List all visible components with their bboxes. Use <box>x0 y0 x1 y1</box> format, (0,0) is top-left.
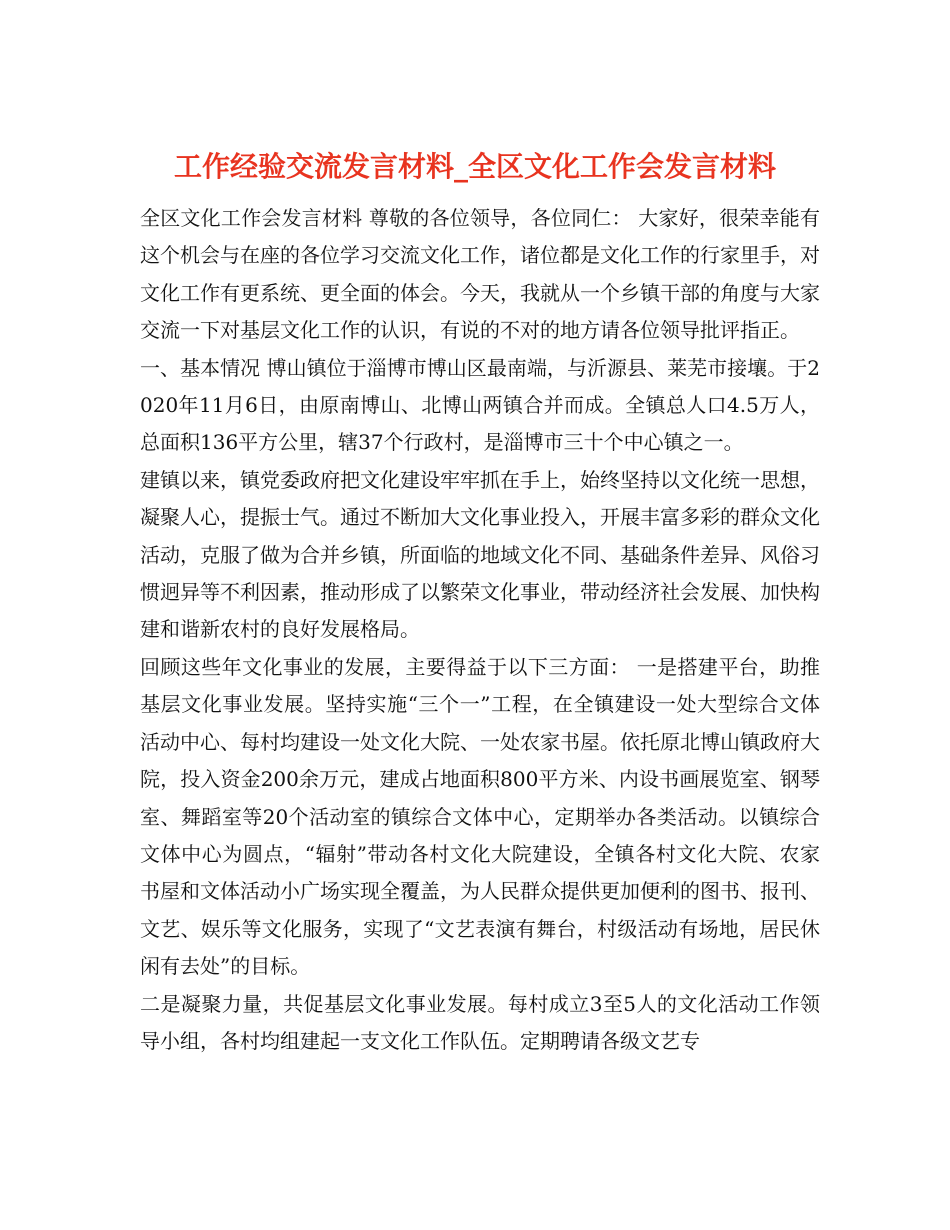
document-body <box>140 200 820 1060</box>
paragraph-intro: 全区文化工作会发言材料 尊敬的各位领导，各位同仁： 大家好，很荣幸能有这个机会与在座的各位学习交流文化工作，诸位都是文化工作的行家里手，对文化工作有更系统、更全面的体会。今天，我就从一个乡镇干部的角度与大家交流一下对基层文化工作的认识，有说的不对的地方请各位领导批评指正。 <box>140 206 820 343</box>
paragraph-review: 回顾这些年文化事业的发展，主要得益于以下三方面： 一是搭建平台，助推基层文化事业发展。坚持实施“三个一”工程，在全镇建设一处大型综合文体活动中心、每村均建设一处文化大院、一处农家书屋。依托原北博山镇政府大院，投入资金200余万元，建成占地面积800平方米、内设书画展览室、钢琴室、舞蹈室等20个活动室的镇综合文体中心，定期举办各类活动。以镇综合文体中心为圆点，“辐射”带动各村文化大院建设，全镇各村文化大院、农家书屋和文体活动小广场实现全覆盖，为人民群众提供更加便利的图书、报刊、文艺、娱乐等文化服务，实现了“文艺表演有舞台，村级活动有场地，居民休闲有去处”的目标。 <box>140 654 820 979</box>
paragraph-basic-situation: 一、基本情况 博山镇位于淄博市博山区最南端，与沂源县、莱芜市接壤。于2020年11月6日，由原南博山、北博山两镇合并而成。全镇总人口4.5万人，总面积136平方公里，辖37个行政村，是淄博市三十个中心镇之一。 <box>140 355 820 455</box>
paragraph-second-point: 二是凝聚力量，共促基层文化事业发展。每村成立3至5人的文化活动工作领导小组，各村均组建起一支文化工作队伍。定期聘请各级文艺专 <box>140 991 820 1053</box>
paragraph-since-founding: 建镇以来，镇党委政府把文化建设牢牢抓在手上，始终坚持以文化统一思想，凝聚人心，提振士气。通过不断加大文化事业投入，开展丰富多彩的群众文化活动，克服了做为合并乡镇，所面临的地域文化不同、基础条件差异、风俗习惯迥异等不利因素，推动形成了以繁荣文化事业，带动经济社会发展、加快构建和谐新农村的良好发展格局。 <box>140 467 820 642</box>
document-title: 工作经验交流发言材料_全区文化工作会发言材料 <box>173 149 776 183</box>
